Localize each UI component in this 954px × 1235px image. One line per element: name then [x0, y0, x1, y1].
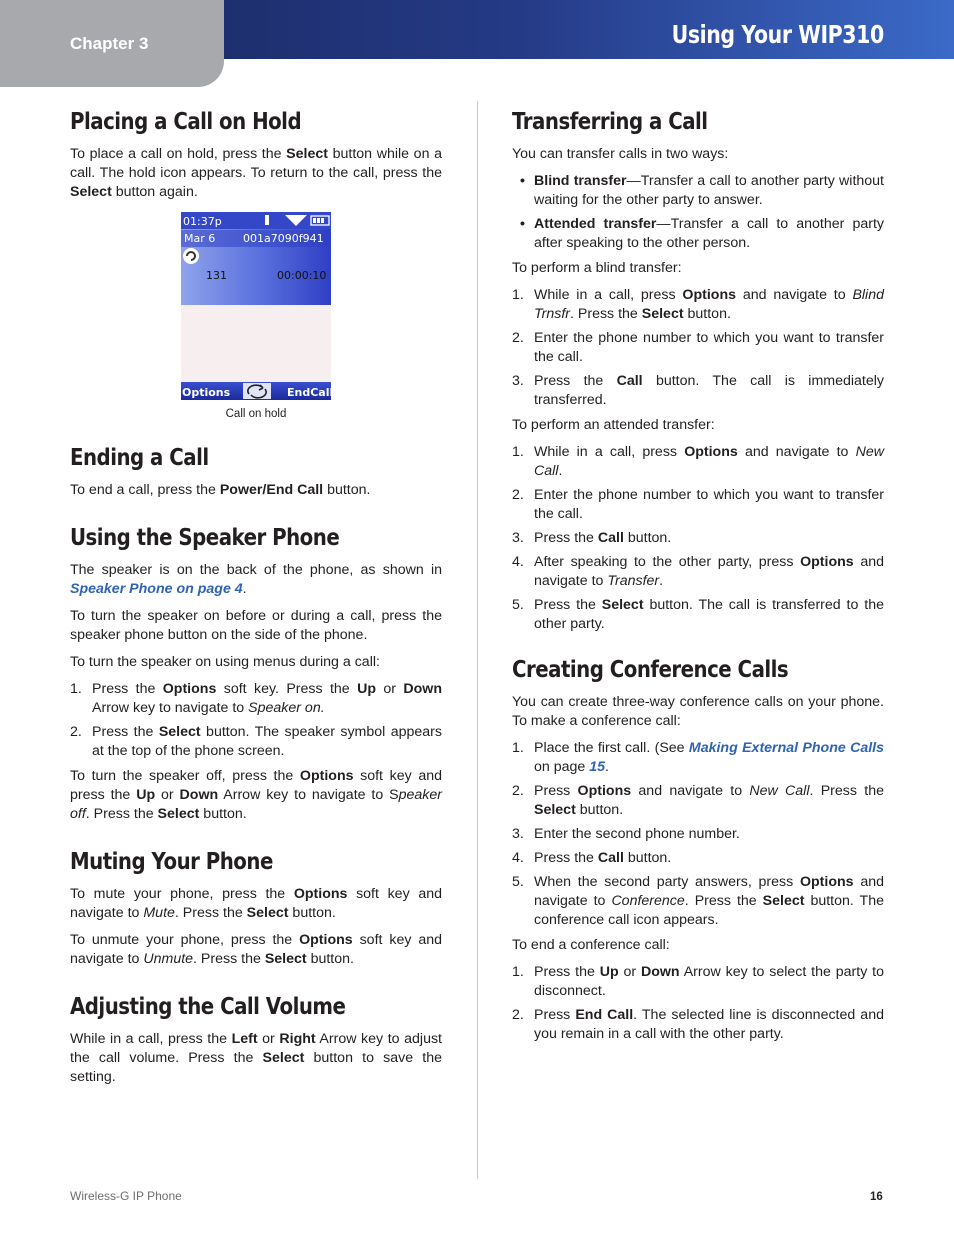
left-column	[70, 106, 442, 1095]
list-item: 5. When the second party answers, press Options and navigate to Conference. Press the Select button. The conference call icon appears.	[512, 874, 884, 928]
svg-text:01:37p: 01:37p	[183, 215, 222, 228]
list-item: 1. Press the Up or Down Arrow key to select the party to disconnect.	[512, 964, 884, 999]
list-item: 1. While in a call, press Options and navigate to Blind Trnsfr. Press the Select button.	[512, 287, 884, 322]
muting-paragraph-1: To mute your phone, press the Options soft key and navigate to Mute. Press the Select button.	[70, 886, 442, 921]
list-item: 4. Press the Call button.	[512, 850, 672, 866]
end-conference-steps	[512, 963, 884, 1044]
list-item: 2. Press Options and navigate to New Call. Press the Select button.	[512, 783, 884, 818]
list-item: 1. Place the first call. (See Making External Phone Calls on page 15.	[512, 740, 884, 775]
column-divider	[477, 101, 478, 1179]
blind-intro: To perform a blind transfer:	[512, 260, 682, 276]
list-item: 2. Press End Call. The selected line is disconnected and you remain in a call with the other party.	[512, 1007, 884, 1042]
transfer-intro: You can transfer calls in two ways:	[512, 146, 729, 162]
figure-caption: Call on hold	[225, 408, 287, 420]
svg-text:Options: Options	[182, 386, 231, 399]
external-calls-link[interactable]: Making External Phone Calls	[688, 740, 884, 756]
list-item: 1. Press the Options soft key. Press the Up or Down Arrow key to navigate to Speaker on.	[70, 681, 443, 716]
heading-muting: Muting Your Phone	[70, 849, 273, 875]
list-item: 2. Press the Select button. The speaker symbol appears at the top of the phone screen.	[70, 724, 442, 759]
speaker-paragraph-1: The speaker is on the back of the phone, as shown in Speaker Phone on page 4.	[70, 562, 442, 597]
ending-paragraph: To end a call, press the Power/End Call button.	[70, 482, 371, 498]
chapter-label: Chapter 3	[70, 34, 149, 53]
list-item: 2. Enter the phone number to which you want to transfer the call.	[512, 487, 884, 522]
phone-screen-image	[181, 212, 331, 400]
svg-text:Mar 6: Mar 6	[184, 232, 216, 245]
muting-paragraph-2: To unmute your phone, press the Options soft key and navigate to Unmute. Press the Select button.	[70, 932, 442, 967]
speaker-paragraph-4: To turn the speaker off, press the Options soft key and press the Up or Down Arrow key to navigate to Speaker off. Press the Select button.	[70, 768, 442, 822]
heading-transfer: Transferring a Call	[512, 109, 708, 135]
conference-intro: You can create three-way conference calls on your phone. To make a conference call:	[512, 694, 884, 729]
list-item: 3. Press the Call button.	[512, 530, 672, 546]
list-item: • Attended transfer—Transfer a call to another party after speaking to the other person.	[520, 216, 884, 251]
svg-text:131: 131	[206, 269, 227, 282]
transfer-types	[512, 172, 884, 253]
heading-ending: Ending a Call	[70, 445, 209, 471]
heading-volume: Adjusting the Call Volume	[70, 994, 346, 1020]
footer-page-number: 16	[870, 1191, 883, 1203]
hold-paragraph: To place a call on hold, press the Select button while on a call. The hold icon appears. To return to the call, press the Select button again.	[70, 146, 442, 200]
speaker-paragraph-2: To turn the speaker on before or during a call, press the speaker phone button on the side of the phone.	[70, 608, 442, 643]
speaker-phone-link[interactable]: Speaker Phone on page 4	[70, 581, 243, 597]
volume-paragraph: While in a call, press the Left or Right Arrow key to adjust the call volume. Press the Select button to save the setting.	[70, 1031, 442, 1085]
end-conference-intro: To end a conference call:	[512, 937, 670, 953]
speaker-paragraph-3: To turn the speaker on using menus during a call:	[70, 654, 380, 670]
speaker-steps	[70, 680, 442, 761]
conference-steps	[512, 739, 884, 930]
header-band	[224, 0, 954, 59]
chapter-tab	[0, 0, 224, 87]
phone-screen-figure	[181, 212, 331, 400]
heading-speaker: Using the Speaker Phone	[70, 525, 340, 551]
blind-steps	[512, 286, 884, 410]
heading-conference: Creating Conference Calls	[512, 657, 789, 683]
svg-text:001a7090f941: 001a7090f941	[243, 232, 324, 245]
svg-text:EndCall: EndCall	[287, 386, 331, 399]
right-column	[512, 106, 884, 1050]
list-item: 4. After speaking to the other party, press Options and navigate to Transfer.	[512, 554, 884, 589]
list-item: 3. Press the Call button. The call is immediately transferred.	[512, 373, 884, 408]
svg-text:00:00:10: 00:00:10	[277, 269, 327, 282]
attended-intro: To perform an attended transfer:	[512, 417, 715, 433]
list-item: 2. Enter the phone number to which you want to transfer the call.	[512, 330, 884, 365]
list-item: 3. Enter the second phone number.	[512, 826, 740, 842]
page-15-link[interactable]: 15	[589, 759, 606, 775]
page-title: Using Your WIP310	[671, 20, 884, 49]
footer-product: Wireless-G IP Phone	[70, 1189, 182, 1203]
attended-steps	[512, 443, 884, 634]
list-item: • Blind transfer—Transfer a call to another party without waiting for the other party to answer.	[520, 173, 885, 208]
list-item: 1. While in a call, press Options and navigate to New Call.	[512, 444, 884, 479]
list-item: 5. Press the Select button. The call is transferred to the other party.	[512, 597, 884, 632]
heading-hold: Placing a Call on Hold	[70, 109, 302, 135]
